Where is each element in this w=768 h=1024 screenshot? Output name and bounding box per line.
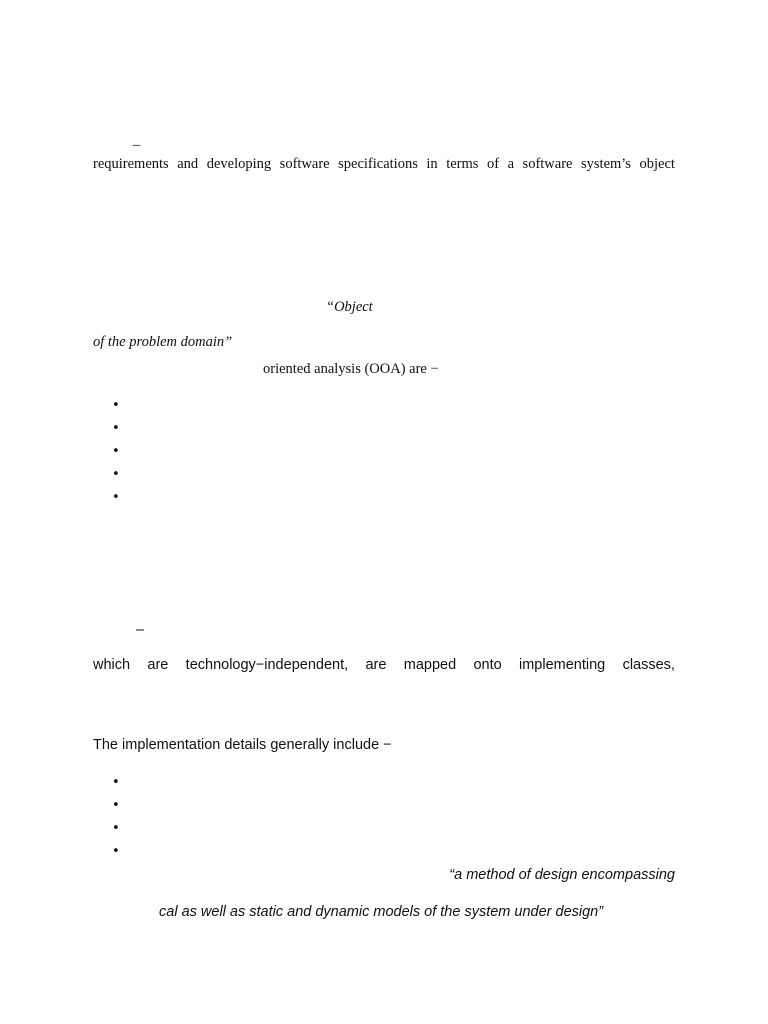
word: and [177, 156, 199, 172]
section2-quote-end: cal as well as static and dynamic models of the system under design” [159, 904, 604, 920]
section1-paragraph-line [93, 157, 675, 172]
word: software [522, 156, 573, 172]
word: specifications [338, 156, 418, 172]
section2-quote-start: “a method of design encompassing [449, 867, 675, 883]
word: implementing [519, 657, 606, 673]
bullet: • [112, 490, 120, 505]
section2-dash: – [136, 622, 145, 638]
word: a [507, 156, 515, 172]
word: object [639, 156, 675, 172]
bullet: • [112, 775, 120, 790]
bullet: • [112, 844, 120, 859]
word: are [365, 657, 387, 673]
bullet: • [112, 821, 120, 836]
section1-ooa-line: oriented analysis (OOA) are − [263, 361, 439, 377]
section1-quote-end: of the problem domain” [93, 334, 233, 350]
word: are [147, 657, 169, 673]
bullet: • [112, 444, 120, 459]
section1-quote-start: “Object [326, 299, 373, 315]
word: in [426, 156, 438, 172]
word: onto [473, 657, 502, 673]
bullet: • [112, 398, 120, 413]
bullet: • [112, 421, 120, 436]
word: terms [446, 156, 479, 172]
section2-impl-line: The implementation details generally include − [93, 737, 392, 753]
bullet: • [112, 467, 120, 482]
word: software [279, 156, 330, 172]
bullet: • [112, 798, 120, 813]
word: classes, [622, 657, 675, 673]
word: technology−independent, [185, 657, 349, 673]
word: developing [206, 156, 272, 172]
word: of [486, 156, 500, 172]
word: which [93, 657, 131, 673]
word: mapped [403, 657, 457, 673]
section2-paragraph-line [93, 658, 675, 673]
word: requirements [93, 156, 169, 172]
section1-dash: – [133, 137, 141, 153]
word: system’s [581, 156, 631, 172]
